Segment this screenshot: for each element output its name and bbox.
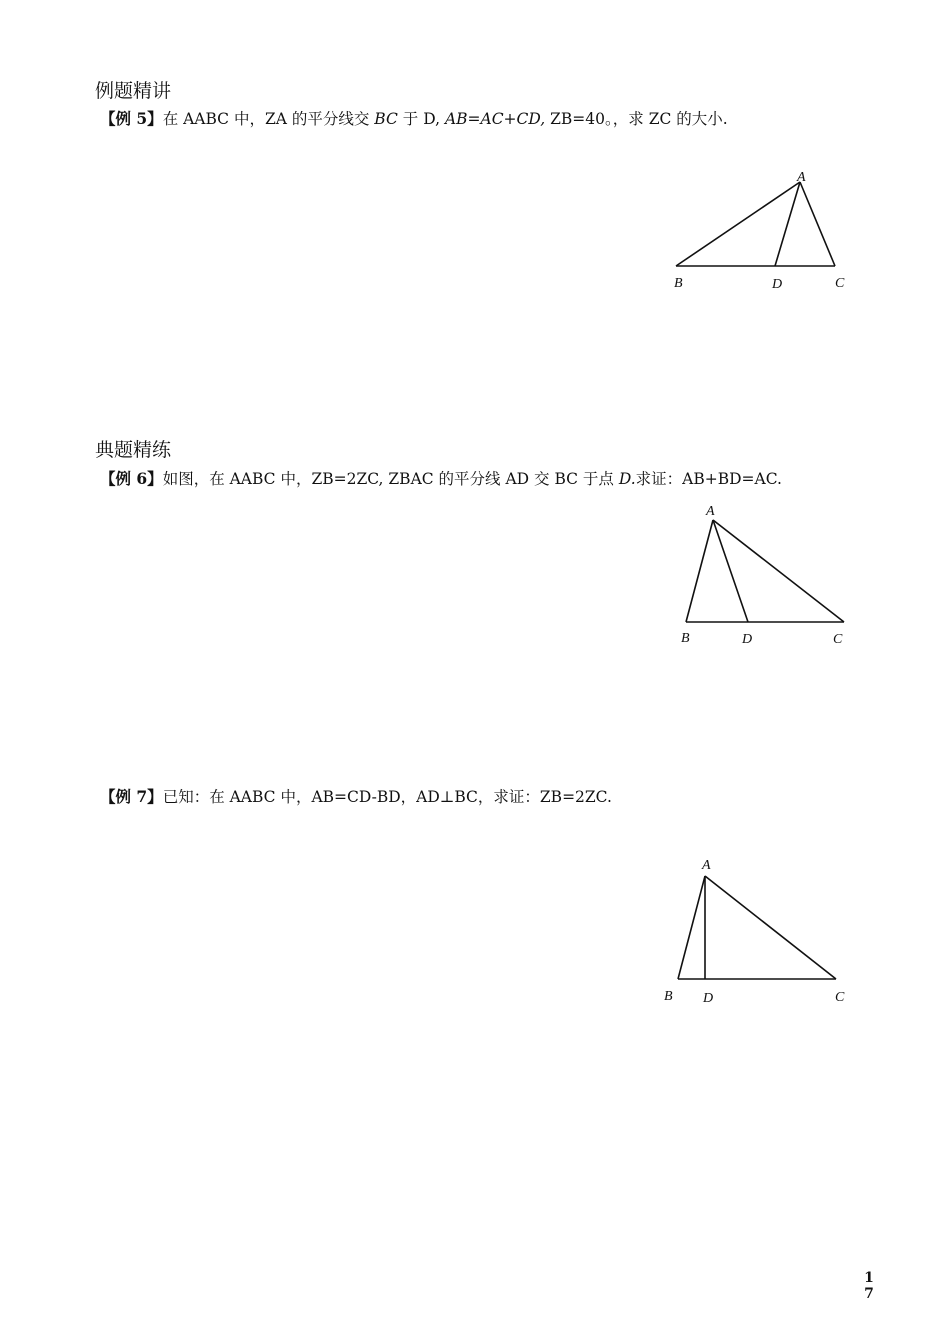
segment-ab [678,876,705,979]
segment-ac [713,520,844,622]
segment-ab [686,520,713,622]
page-number [862,1270,876,1302]
point-label-b: B [674,276,683,291]
page-number-line: 1 [864,1270,874,1286]
point-label-b: B [681,631,690,646]
point-label-a: A [702,858,711,873]
example-7-tag: 【例 7】 [100,787,163,806]
examples-heading: 例题精讲 [95,80,172,102]
example-6-part: D. [618,470,636,488]
point-label-a: A [706,504,715,519]
point-label-b: B [664,989,673,1004]
example-5-text [100,107,728,129]
page-number-line: 7 [864,1286,874,1302]
example-6-tag: 【例 6】 [100,469,163,488]
example-6-text [100,467,782,489]
point-label-d: D [703,991,714,1006]
point-label-c: C [835,990,845,1005]
example-7-text [100,785,612,807]
point-label-a: A [797,170,806,185]
point-label-c: C [833,632,843,647]
example-6-part: 求证：AB+BD=AC. [635,470,782,488]
point-label-c: C [835,276,845,291]
example-7-figure [660,855,860,1010]
example-5-part: BC [374,110,398,128]
segment-ac [705,876,836,979]
example-5-part: 于 D, [397,110,445,128]
segment-ad [775,182,800,266]
segment-ac [800,182,835,266]
practice-heading: 典题精练 [95,439,172,461]
segment-ab [676,182,800,266]
example-5-part: ZB=40。，求 ZC 的大小. [545,110,728,128]
example-5-part: 在 AABC 中，ZA 的平分线交 [162,110,375,128]
example-5-part: AB=AC+CD, [444,110,546,128]
segment-ad [713,520,748,622]
example-7-part: 已知：在 AABC 中，AB=CD-BD，AD⊥BC，求证：ZB=2ZC. [162,788,612,806]
example-6-figure [670,500,870,650]
example-6-part: 如图，在 AABC 中，ZB=2ZC, ZBAC 的平分线 AD 交 BC 于点 [162,470,619,488]
point-label-d: D [742,632,753,647]
example-5-figure [660,165,860,300]
example-5-tag: 【例 5】 [100,109,163,128]
point-label-d: D [772,277,783,292]
